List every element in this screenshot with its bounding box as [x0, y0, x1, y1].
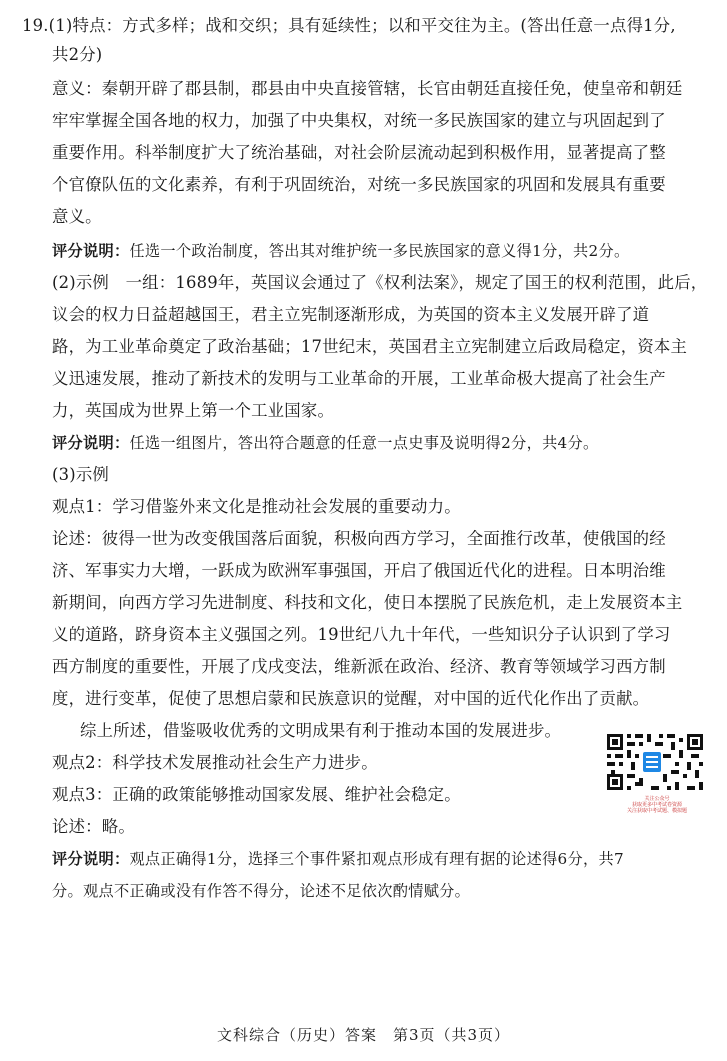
answer-line: 路，为工业革命奠定了政治基础；17世纪末，英国君主立宪制建立后政局稳定，资本主: [52, 337, 688, 356]
answer-line: 意义。: [52, 207, 102, 226]
scoring-note-label: 评分说明：: [52, 850, 130, 868]
viewpoint-line: 观点1：学习借鉴外来文化是推动社会发展的重要动力。: [52, 497, 461, 516]
viewpoint-line: 观点3：正确的政策能够推动国家发展、维护社会稳定。: [52, 785, 461, 804]
answer-line: 义的道路，跻身资本主义强国之列。19世纪八九十年代，一些知识分子认识到了学习: [52, 625, 671, 644]
scoring-note-label: 评分说明：: [52, 242, 130, 260]
answer-line: 牢牢掌握全国各地的权力，加强了中央集权，对统一多民族国家的建立与巩固起到了: [52, 111, 666, 130]
qr-code-icon: [603, 730, 707, 794]
answer-line: 议会的权力日益超越国王，君主立宪制逐渐形成，为英国的资本主义发展开辟了道: [52, 305, 650, 324]
answer-line: 力，英国成为世界上第一个工业国家。: [52, 401, 335, 420]
viewpoint-line: 观点2：科学技术发展推动社会生产力进步。: [52, 753, 378, 772]
answer-line: 义迅速发展，推动了新技术的发明与工业革命的开展，工业革命极大提高了社会生产: [52, 369, 666, 388]
answer-line: 西方制度的重要性，开展了戊戌变法，维新派在政治、经济、教育等领域学习西方制: [52, 657, 666, 676]
answer-line: 论述：略。: [52, 817, 135, 836]
qr-caption: 关注公众号 获取更多中考试卷资源 关注获取中考试题、模拟题: [626, 796, 687, 814]
answer-line: 度，进行变革，促使了思想启蒙和民族意识的觉醒，对中国的近代化作出了贡献。: [52, 689, 650, 708]
answer-line: 济、军事实力大增，一跃成为欧洲军事强国，开启了俄国近代化的进程。日本明治维: [52, 561, 666, 580]
answer-line: 新期间，向西方学习先进制度、科技和文化，使日本摆脱了民族危机，走上发展资本主: [52, 593, 683, 612]
answer-line: 19.(1)特点：方式多样；战和交织；具有延续性；以和平交往为主。(答出任意一点得1分,: [22, 16, 676, 35]
page-footer: 文科综合（历史）答案 第3页（共3页）: [216, 1026, 511, 1044]
answer-line: (3)示例: [52, 465, 109, 484]
question-number: 19.: [22, 16, 49, 35]
answer-line: 共2分): [52, 45, 103, 64]
scoring-note: 评分说明：观点正确得1分，选择三个事件紧扣观点形成有理有据的论述得6分，共7: [52, 850, 624, 868]
answer-line: 个官僚队伍的文化素养，有利于巩固统治，对统一多民族国家的巩固和发展具有重要: [52, 175, 666, 194]
answer-line: 论述：彼得一世为改变俄国落后面貌，积极向西方学习，全面推行改革，使俄国的经: [52, 529, 666, 548]
answer-line: 意义：秦朝开辟了郡县制，郡县由中央直接管辖，长官由朝廷直接任免，使皇帝和朝廷: [52, 79, 683, 98]
scoring-note: 评分说明：任选一组图片，答出符合题意的任意一点史事及说明得2分，共4分。: [52, 434, 599, 452]
scoring-note-continued: 分。观点不正确或没有作答不得分，论述不足依次酌情赋分。: [52, 882, 471, 900]
answer-line: 综上所述，借鉴吸收优秀的文明成果有利于推动本国的发展进步。: [80, 721, 562, 740]
answer-line: (2)示例 一组：1689年，英国议会通过了《权利法案》，规定了国王的权利范围，此后，: [52, 273, 708, 292]
scoring-note-label: 评分说明：: [52, 434, 130, 452]
answer-line: 重要作用。科举制度扩大了统治基础，对社会阶层流动起到积极作用，显著提高了整: [52, 143, 666, 162]
scoring-note: 评分说明：任选一个政治制度，答出其对维护统一多民族国家的意义得1分，共2分。: [52, 242, 630, 260]
